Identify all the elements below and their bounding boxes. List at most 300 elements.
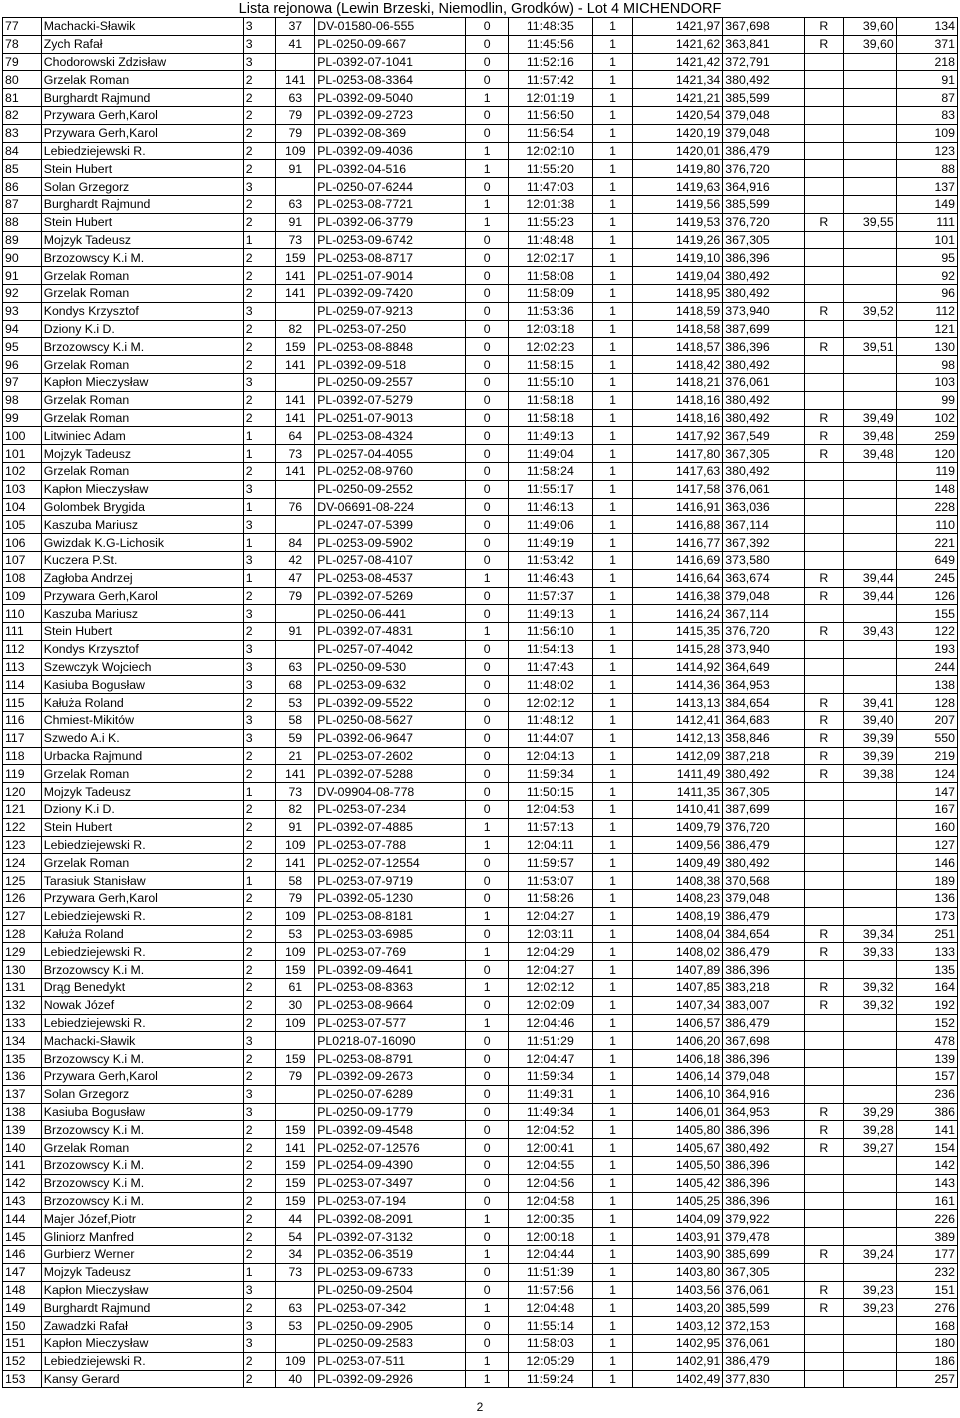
cell-distance: 385,699 — [723, 1245, 805, 1263]
cell-ring-no: PL-0250-09-2905 — [315, 1317, 466, 1335]
cell-arrival-time: 11:48:35 — [509, 18, 593, 36]
cell-coef — [843, 462, 896, 480]
cell-points: 103 — [896, 373, 957, 391]
cell-pos: 132 — [3, 996, 42, 1014]
cell-points: 160 — [896, 818, 957, 836]
cell-r-flag — [804, 534, 843, 552]
cell-r-flag — [804, 1050, 843, 1068]
cell-distance: 380,492 — [723, 409, 805, 427]
cell-pigeon-count: 1 — [592, 178, 633, 196]
cell-ring-no: PL-0250-09-2583 — [315, 1334, 466, 1352]
cell-coef — [843, 195, 896, 213]
cell-r-flag — [804, 1210, 843, 1228]
cell-r-flag — [804, 142, 843, 160]
cell-ring-no: PL-0250-09-2504 — [315, 1281, 466, 1299]
cell-r-flag — [804, 53, 843, 71]
cell-arrival-time: 11:58:08 — [509, 267, 593, 285]
cell-r-flag — [804, 551, 843, 569]
cell-coef — [843, 320, 896, 338]
cell-points: 142 — [896, 1157, 957, 1175]
cell-member-no: 141 — [276, 284, 315, 302]
cell-coef — [843, 160, 896, 178]
table-row — [3, 516, 958, 534]
cell-section: 2 — [243, 89, 276, 107]
cell-section: 2 — [243, 142, 276, 160]
cell-arrival-time: 11:49:34 — [509, 1103, 593, 1121]
cell-coef — [843, 1085, 896, 1103]
cell-coef — [843, 391, 896, 409]
cell-ring-no: PL-0253-07-342 — [315, 1299, 466, 1317]
cell-section: 3 — [243, 516, 276, 534]
cell-distance: 386,396 — [723, 1174, 805, 1192]
cell-pos: 147 — [3, 1263, 42, 1281]
cell-r-flag — [804, 160, 843, 178]
cell-points: 161 — [896, 1192, 957, 1210]
cell-member-no: 159 — [276, 1157, 315, 1175]
cell-name: Machacki-Sławik — [41, 18, 243, 36]
cell-sex: 0 — [466, 178, 509, 196]
cell-sex: 0 — [466, 676, 509, 694]
cell-pos: 121 — [3, 801, 42, 819]
cell-speed: 1421,97 — [633, 18, 723, 36]
cell-points: 130 — [896, 338, 957, 356]
cell-name: Grzelak Roman — [41, 267, 243, 285]
cell-section: 1 — [243, 569, 276, 587]
table-row — [3, 534, 958, 552]
cell-name: Kaszuba Mariusz — [41, 516, 243, 534]
cell-distance: 387,699 — [723, 320, 805, 338]
cell-section: 2 — [243, 71, 276, 89]
cell-distance: 386,396 — [723, 249, 805, 267]
cell-pigeon-count: 1 — [592, 1263, 633, 1281]
cell-r-flag — [804, 961, 843, 979]
cell-speed: 1407,34 — [633, 996, 723, 1014]
cell-member-no: 159 — [276, 961, 315, 979]
cell-distance: 367,392 — [723, 534, 805, 552]
cell-coef — [843, 551, 896, 569]
cell-section: 2 — [243, 213, 276, 231]
table-row — [3, 890, 958, 908]
cell-member-no: 109 — [276, 943, 315, 961]
cell-points: 126 — [896, 587, 957, 605]
cell-member-no: 64 — [276, 427, 315, 445]
cell-name: Grzelak Roman — [41, 356, 243, 374]
cell-member-no: 58 — [276, 872, 315, 890]
cell-pos: 131 — [3, 979, 42, 997]
cell-r-flag: R — [804, 729, 843, 747]
cell-pigeon-count: 1 — [592, 249, 633, 267]
cell-member-no: 109 — [276, 836, 315, 854]
cell-distance: 380,492 — [723, 356, 805, 374]
cell-distance: 363,674 — [723, 569, 805, 587]
cell-distance: 384,654 — [723, 694, 805, 712]
cell-pigeon-count: 1 — [592, 267, 633, 285]
cell-arrival-time: 11:55:23 — [509, 213, 593, 231]
table-row — [3, 1050, 958, 1068]
cell-speed: 1421,21 — [633, 89, 723, 107]
cell-member-no: 53 — [276, 1317, 315, 1335]
cell-distance: 377,830 — [723, 1370, 805, 1388]
cell-member-no: 58 — [276, 712, 315, 730]
cell-coef: 39,41 — [843, 694, 896, 712]
table-row — [3, 712, 958, 730]
cell-member-no: 79 — [276, 106, 315, 124]
cell-points: 189 — [896, 872, 957, 890]
cell-sex: 0 — [466, 1263, 509, 1281]
cell-distance: 386,479 — [723, 142, 805, 160]
table-row — [3, 1299, 958, 1317]
cell-pigeon-count: 1 — [592, 35, 633, 53]
cell-arrival-time: 12:00:41 — [509, 1139, 593, 1157]
cell-r-flag — [804, 231, 843, 249]
cell-coef — [843, 1014, 896, 1032]
cell-coef: 39,24 — [843, 1245, 896, 1263]
cell-distance: 364,953 — [723, 676, 805, 694]
cell-coef — [843, 676, 896, 694]
cell-pos: 102 — [3, 462, 42, 480]
cell-member-no: 44 — [276, 1210, 315, 1228]
cell-speed: 1408,04 — [633, 925, 723, 943]
cell-ring-no: PL-0392-09-4641 — [315, 961, 466, 979]
cell-coef — [843, 106, 896, 124]
cell-pos: 150 — [3, 1317, 42, 1335]
cell-pigeon-count: 1 — [592, 676, 633, 694]
cell-name: Tarasiuk Stanisław — [41, 872, 243, 890]
cell-member-no: 37 — [276, 18, 315, 36]
cell-points: 135 — [896, 961, 957, 979]
cell-pigeon-count: 1 — [592, 587, 633, 605]
cell-pos: 83 — [3, 124, 42, 142]
cell-member-no: 141 — [276, 391, 315, 409]
cell-member-no: 68 — [276, 676, 315, 694]
cell-sex: 1 — [466, 160, 509, 178]
cell-pos: 85 — [3, 160, 42, 178]
cell-coef: 39,23 — [843, 1281, 896, 1299]
cell-ring-no: PL-0253-07-3497 — [315, 1174, 466, 1192]
cell-speed: 1405,25 — [633, 1192, 723, 1210]
cell-ring-no: DV-01580-06-555 — [315, 18, 466, 36]
cell-section: 2 — [243, 338, 276, 356]
cell-arrival-time: 11:51:29 — [509, 1032, 593, 1050]
cell-name: Dziony K.i D. — [41, 801, 243, 819]
cell-name: Zawadzki Rafał — [41, 1317, 243, 1335]
cell-ring-no: PL-0392-04-516 — [315, 160, 466, 178]
cell-name: Grzelak Roman — [41, 409, 243, 427]
cell-name: Grzelak Roman — [41, 1139, 243, 1157]
cell-ring-no: PL-0253-03-6985 — [315, 925, 466, 943]
table-row — [3, 480, 958, 498]
cell-member-no — [276, 53, 315, 71]
cell-member-no: 79 — [276, 124, 315, 142]
cell-ring-no: PL-0253-07-194 — [315, 1192, 466, 1210]
cell-r-flag — [804, 1174, 843, 1192]
cell-member-no: 141 — [276, 854, 315, 872]
cell-ring-no: PL-0253-09-6733 — [315, 1263, 466, 1281]
cell-member-no — [276, 178, 315, 196]
table-row — [3, 1157, 958, 1175]
cell-pigeon-count: 1 — [592, 694, 633, 712]
cell-arrival-time: 11:55:10 — [509, 373, 593, 391]
cell-points: 101 — [896, 231, 957, 249]
cell-pigeon-count: 1 — [592, 1085, 633, 1103]
cell-pos: 82 — [3, 106, 42, 124]
cell-name: Solan Grzegorz — [41, 1085, 243, 1103]
cell-coef — [843, 1317, 896, 1335]
cell-sex: 0 — [466, 996, 509, 1014]
cell-pos: 88 — [3, 213, 42, 231]
cell-member-no: 73 — [276, 1263, 315, 1281]
cell-arrival-time: 12:00:35 — [509, 1210, 593, 1228]
cell-distance: 386,479 — [723, 1352, 805, 1370]
cell-distance: 380,492 — [723, 71, 805, 89]
cell-sex: 0 — [466, 373, 509, 391]
cell-r-flag — [804, 71, 843, 89]
cell-r-flag — [804, 1334, 843, 1352]
cell-distance: 364,649 — [723, 658, 805, 676]
cell-arrival-time: 11:46:13 — [509, 498, 593, 516]
cell-member-no: 79 — [276, 890, 315, 908]
cell-section: 2 — [243, 1228, 276, 1246]
cell-sex: 0 — [466, 391, 509, 409]
cell-section: 2 — [243, 195, 276, 213]
cell-coef — [843, 516, 896, 534]
cell-sex: 1 — [466, 818, 509, 836]
cell-r-flag — [804, 640, 843, 658]
cell-sex: 1 — [466, 979, 509, 997]
table-row — [3, 996, 958, 1014]
table-row — [3, 249, 958, 267]
cell-arrival-time: 11:59:57 — [509, 854, 593, 872]
cell-pigeon-count: 1 — [592, 445, 633, 463]
cell-pos: 87 — [3, 195, 42, 213]
cell-pigeon-count: 1 — [592, 89, 633, 107]
cell-pigeon-count: 1 — [592, 1245, 633, 1263]
cell-pigeon-count: 1 — [592, 302, 633, 320]
cell-name: Stein Hubert — [41, 818, 243, 836]
cell-ring-no: PL-0250-09-530 — [315, 658, 466, 676]
cell-ring-no: PL-0352-06-3519 — [315, 1245, 466, 1263]
cell-sex: 1 — [466, 623, 509, 641]
cell-section: 2 — [243, 1299, 276, 1317]
cell-speed: 1405,80 — [633, 1121, 723, 1139]
cell-points: 245 — [896, 569, 957, 587]
cell-r-flag — [804, 783, 843, 801]
cell-ring-no: PL-0253-07-2602 — [315, 747, 466, 765]
table-row — [3, 658, 958, 676]
cell-pos: 90 — [3, 249, 42, 267]
cell-pos: 124 — [3, 854, 42, 872]
cell-points: 139 — [896, 1050, 957, 1068]
cell-name: Lebiedziejewski R. — [41, 836, 243, 854]
cell-arrival-time: 12:02:10 — [509, 142, 593, 160]
cell-member-no: 159 — [276, 1050, 315, 1068]
cell-pos: 115 — [3, 694, 42, 712]
cell-points: 128 — [896, 694, 957, 712]
cell-pigeon-count: 1 — [592, 18, 633, 36]
cell-pos: 138 — [3, 1103, 42, 1121]
cell-pigeon-count: 1 — [592, 640, 633, 658]
cell-member-no: 63 — [276, 658, 315, 676]
cell-distance: 386,479 — [723, 836, 805, 854]
cell-speed: 1420,01 — [633, 142, 723, 160]
cell-arrival-time: 12:01:38 — [509, 195, 593, 213]
cell-distance: 370,568 — [723, 872, 805, 890]
cell-name: Brzozowscy K.i M. — [41, 961, 243, 979]
cell-sex: 0 — [466, 694, 509, 712]
cell-coef — [843, 1352, 896, 1370]
cell-coef — [843, 872, 896, 890]
cell-name: Przywara Gerh,Karol — [41, 124, 243, 142]
cell-name: Przywara Gerh,Karol — [41, 106, 243, 124]
cell-coef — [843, 818, 896, 836]
cell-ring-no: PL-0392-07-1041 — [315, 53, 466, 71]
table-row — [3, 498, 958, 516]
cell-arrival-time: 11:56:10 — [509, 623, 593, 641]
cell-pigeon-count: 1 — [592, 320, 633, 338]
table-row — [3, 729, 958, 747]
cell-pos: 152 — [3, 1352, 42, 1370]
cell-coef — [843, 1050, 896, 1068]
cell-name: Gwizdak K.G-Lichosik — [41, 534, 243, 552]
cell-pigeon-count: 1 — [592, 783, 633, 801]
cell-arrival-time: 11:54:13 — [509, 640, 593, 658]
cell-r-flag: R — [804, 623, 843, 641]
cell-distance: 380,492 — [723, 1139, 805, 1157]
cell-coef — [843, 658, 896, 676]
cell-member-no — [276, 1032, 315, 1050]
cell-pigeon-count: 1 — [592, 925, 633, 943]
cell-sex: 0 — [466, 356, 509, 374]
cell-ring-no: PL-0253-08-4537 — [315, 569, 466, 587]
cell-points: 91 — [896, 71, 957, 89]
cell-section: 3 — [243, 178, 276, 196]
cell-section: 2 — [243, 836, 276, 854]
cell-speed: 1408,19 — [633, 907, 723, 925]
cell-pos: 95 — [3, 338, 42, 356]
cell-distance: 367,698 — [723, 1032, 805, 1050]
cell-points: 257 — [896, 1370, 957, 1388]
cell-points: 649 — [896, 551, 957, 569]
cell-points: 122 — [896, 623, 957, 641]
cell-pigeon-count: 1 — [592, 747, 633, 765]
table-row — [3, 676, 958, 694]
cell-r-flag: R — [804, 1103, 843, 1121]
cell-r-flag — [804, 1192, 843, 1210]
cell-pigeon-count: 1 — [592, 231, 633, 249]
cell-section: 2 — [243, 1121, 276, 1139]
cell-arrival-time: 11:53:42 — [509, 551, 593, 569]
cell-distance: 373,940 — [723, 640, 805, 658]
cell-points: 120 — [896, 445, 957, 463]
cell-pos: 98 — [3, 391, 42, 409]
cell-arrival-time: 11:57:56 — [509, 1281, 593, 1299]
cell-speed: 1411,35 — [633, 783, 723, 801]
cell-sex: 0 — [466, 925, 509, 943]
cell-sex: 0 — [466, 427, 509, 445]
cell-pigeon-count: 1 — [592, 1192, 633, 1210]
cell-distance: 376,061 — [723, 1281, 805, 1299]
cell-speed: 1402,91 — [633, 1352, 723, 1370]
cell-pigeon-count: 1 — [592, 551, 633, 569]
cell-section: 2 — [243, 694, 276, 712]
cell-points: 177 — [896, 1245, 957, 1263]
cell-name: Machacki-Sławik — [41, 1032, 243, 1050]
cell-distance: 380,492 — [723, 765, 805, 783]
cell-speed: 1403,91 — [633, 1228, 723, 1246]
cell-ring-no: PL-0251-07-9014 — [315, 267, 466, 285]
cell-sex: 0 — [466, 302, 509, 320]
cell-name: Przywara Gerh,Karol — [41, 890, 243, 908]
cell-arrival-time: 11:55:17 — [509, 480, 593, 498]
cell-coef: 39,40 — [843, 712, 896, 730]
cell-name: Mojzyk Tadeusz — [41, 1263, 243, 1281]
cell-points: 157 — [896, 1068, 957, 1086]
cell-pos: 77 — [3, 18, 42, 36]
cell-points: 88 — [896, 160, 957, 178]
cell-name: Stein Hubert — [41, 160, 243, 178]
cell-arrival-time: 11:59:24 — [509, 1370, 593, 1388]
cell-sex: 1 — [466, 836, 509, 854]
cell-pigeon-count: 1 — [592, 907, 633, 925]
cell-speed: 1408,23 — [633, 890, 723, 908]
cell-speed: 1402,49 — [633, 1370, 723, 1388]
cell-pos: 84 — [3, 142, 42, 160]
cell-distance: 367,305 — [723, 445, 805, 463]
cell-ring-no: PL-0257-04-4055 — [315, 445, 466, 463]
cell-arrival-time: 11:57:37 — [509, 587, 593, 605]
cell-section: 1 — [243, 1263, 276, 1281]
cell-pos: 149 — [3, 1299, 42, 1317]
cell-ring-no: DV-06691-08-224 — [315, 498, 466, 516]
cell-sex: 0 — [466, 1317, 509, 1335]
cell-section: 2 — [243, 801, 276, 819]
cell-distance: 376,061 — [723, 373, 805, 391]
cell-section: 2 — [243, 765, 276, 783]
cell-member-no: 141 — [276, 267, 315, 285]
cell-pos: 146 — [3, 1245, 42, 1263]
cell-name: Lebiedziejewski R. — [41, 1352, 243, 1370]
cell-arrival-time: 11:58:18 — [509, 391, 593, 409]
cell-section: 2 — [243, 124, 276, 142]
cell-r-flag: R — [804, 943, 843, 961]
cell-section: 3 — [243, 1281, 276, 1299]
cell-arrival-time: 11:49:04 — [509, 445, 593, 463]
cell-points: 154 — [896, 1139, 957, 1157]
cell-points: 121 — [896, 320, 957, 338]
cell-r-flag: R — [804, 18, 843, 36]
cell-distance: 358,846 — [723, 729, 805, 747]
cell-arrival-time: 11:57:42 — [509, 71, 593, 89]
cell-speed: 1415,35 — [633, 623, 723, 641]
table-row — [3, 160, 958, 178]
cell-sex: 0 — [466, 18, 509, 36]
cell-speed: 1419,04 — [633, 267, 723, 285]
results-table — [2, 17, 958, 1388]
cell-pigeon-count: 1 — [592, 1228, 633, 1246]
cell-name: Szwedo A.i K. — [41, 729, 243, 747]
cell-pigeon-count: 1 — [592, 1050, 633, 1068]
cell-r-flag: R — [804, 996, 843, 1014]
cell-pos: 99 — [3, 409, 42, 427]
cell-member-no: 21 — [276, 747, 315, 765]
table-row — [3, 907, 958, 925]
cell-pos: 79 — [3, 53, 42, 71]
cell-ring-no: PL-0253-07-769 — [315, 943, 466, 961]
cell-arrival-time: 11:48:12 — [509, 712, 593, 730]
cell-r-flag: R — [804, 1245, 843, 1263]
cell-r-flag — [804, 1014, 843, 1032]
cell-name: Burghardt Rajmund — [41, 195, 243, 213]
